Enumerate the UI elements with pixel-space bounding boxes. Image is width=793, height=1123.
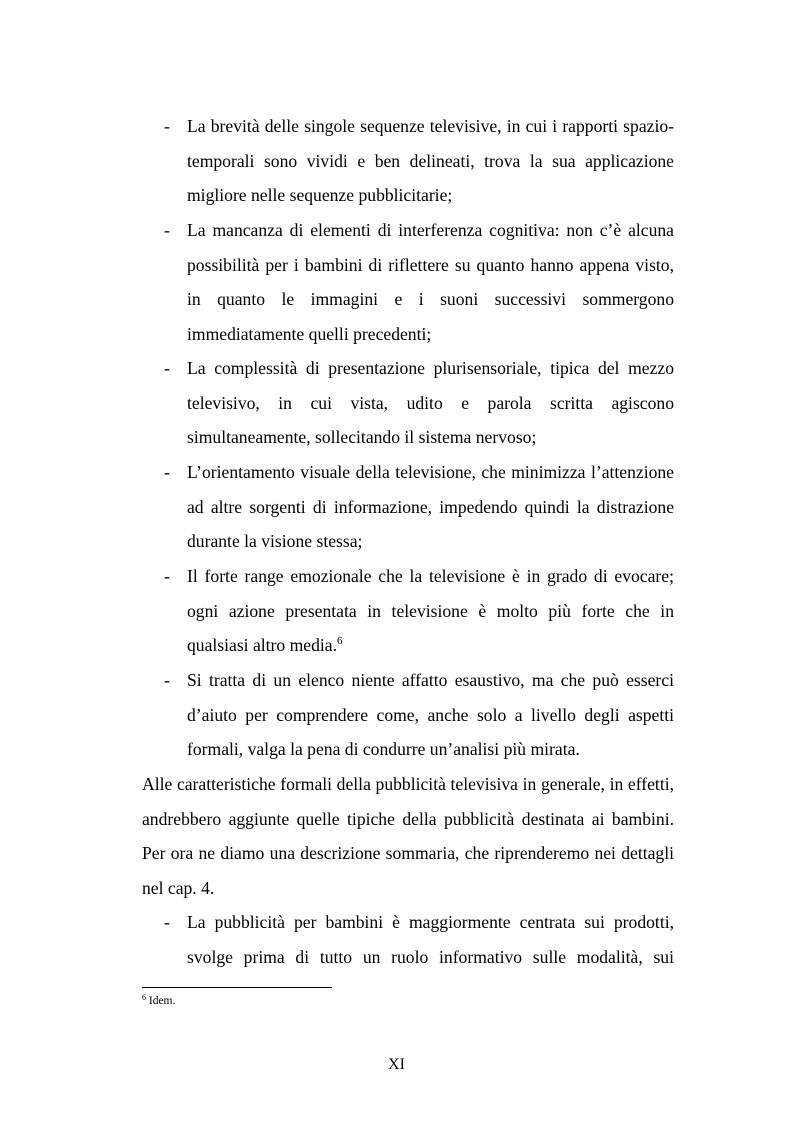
list-item-text-body: Il forte range emozionale che la televisione è in grado di evocare; ogni azione presentata in televisione è molto più forte che in qualsiasi altro media. (187, 566, 674, 655)
footnote-divider (142, 987, 332, 988)
list-item-text: La complessità di presentazione plurisensoriale, tipica del mezzo televisivo, in cui vista, udito e parola scritta agiscono simultaneamente, sollecitando il sistema nervoso; (187, 358, 674, 447)
page-number: XI (388, 1056, 405, 1073)
list-item (142, 109, 674, 213)
footnote (142, 994, 175, 1008)
list-item (142, 455, 674, 559)
list-item (142, 905, 674, 974)
list-item-text: Si tratta di un elenco niente affatto esaustivo, ma che può esserci d’aiuto per comprendere come, anche solo a livello degli aspetti formali, valga la pena di condurre un’analisi più mirata. (187, 670, 674, 759)
list-dash: - (164, 116, 170, 136)
footnote-reference: 6 (337, 635, 343, 647)
list-item-text: L’orientamento visuale della televisione, che minimizza l’attenzione ad altre sorgenti di informazione, impedendo quindi la distrazione durante la visione stessa; (187, 462, 674, 551)
list-item-text: La pubblicità per bambini è maggiormente centrata sui prodotti, svolge prima di tutto un ruolo informativo sulle modalità, sui (187, 912, 674, 967)
list-dash: - (164, 462, 170, 482)
list-item-text: La brevità delle singole sequenze televisive, in cui i rapporti spazio-temporali sono vividi e ben delineati, trova la sua applicazione migliore nelle sequenze pubblicitarie; (187, 116, 674, 205)
list-item (142, 351, 674, 455)
list-dash: - (164, 220, 170, 240)
list-item (142, 663, 674, 767)
list-dash: - (164, 358, 170, 378)
list-item (142, 213, 674, 351)
list-item-text: La mancanza di elementi di interferenza cognitiva: non c’è alcuna possibilità per i bambini di riflettere su quanto hanno appena visto, in quanto le immagini e i suoni successivi sommergono immediatamente quelli precedenti; (187, 220, 674, 344)
list-item (142, 559, 674, 663)
footnote-text: Idem. (148, 995, 176, 1007)
list-dash: - (164, 912, 170, 932)
list-item-text (187, 559, 674, 663)
footnote-number: 6 (142, 993, 146, 1002)
list-dash: - (164, 566, 170, 586)
list-dash: - (164, 670, 170, 690)
body-paragraph: Alle caratteristiche formali della pubblicità televisiva in generale, in effetti, andrebbero aggiunte quelle tipiche della pubblicità destinata ai bambini. Per ora ne diamo una descrizione sommaria, che riprenderemo nei dettagli nel cap. 4. (142, 774, 674, 898)
